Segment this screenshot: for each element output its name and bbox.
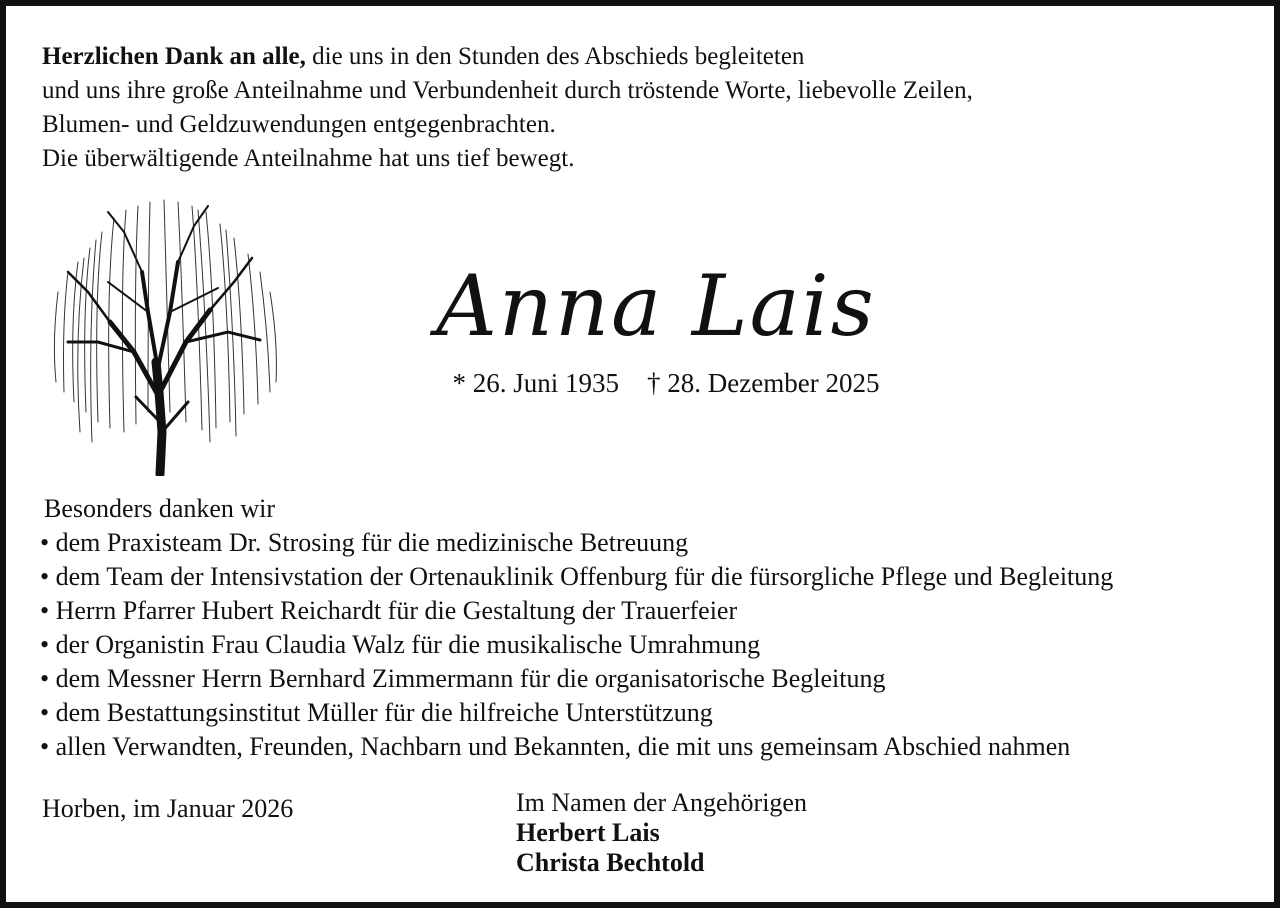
intro-line-4: Die überwältigende Anteilnahme hat uns tief bewegt. bbox=[42, 145, 575, 172]
list-item: • der Organistin Frau Claudia Walz für die musikalische Umrahmung bbox=[40, 628, 1113, 662]
intro-line-1 bbox=[42, 40, 973, 74]
thanks-heading: Besonders danken wir bbox=[44, 494, 276, 523]
weeping-willow-icon bbox=[38, 192, 288, 476]
thanks-list bbox=[40, 526, 1113, 764]
death-date: † 28. Dezember 2025 bbox=[647, 368, 880, 398]
signature-block bbox=[516, 788, 807, 878]
list-item: • dem Team der Intensivstation der Ortenauklinik Offenburg für die fürsorgliche Pflege und Begleitung bbox=[40, 560, 1113, 594]
deceased-name: Anna Lais bbox=[436, 257, 876, 355]
signer-name: Herbert Lais bbox=[516, 818, 660, 847]
list-item: • Herrn Pfarrer Hubert Reichardt für die Gestaltung der Trauerfeier bbox=[40, 594, 1113, 628]
life-dates bbox=[386, 366, 946, 400]
intro-line-3: Blumen- und Geldzuwendungen entgegenbrachten. bbox=[42, 111, 556, 138]
list-item: • dem Bestattungsinstitut Müller für die hilfreiche Unterstützung bbox=[40, 696, 1113, 730]
list-item: • dem Messner Herrn Bernhard Zimmermann für die organisatorische Begleitung bbox=[40, 662, 1113, 696]
on-behalf-text: Im Namen der Angehörigen bbox=[516, 788, 807, 817]
intro-line-1-rest: die uns in den Stunden des Abschieds begleiteten bbox=[305, 43, 805, 70]
signer-name: Christa Bechtold bbox=[516, 848, 705, 877]
intro-line-2: und uns ihre große Anteilnahme und Verbundenheit durch tröstende Worte, liebevolle Zeilen, bbox=[42, 77, 973, 104]
list-item: • allen Verwandten, Freunden, Nachbarn und Bekannten, die mit uns gemeinsam Abschied nahmen bbox=[40, 730, 1113, 764]
intro-text bbox=[42, 40, 973, 176]
place-date: Horben, im Januar 2026 bbox=[42, 794, 294, 823]
birth-date: * 26. Juni 1935 bbox=[452, 368, 620, 398]
list-item: • dem Praxisteam Dr. Strosing für die medizinische Betreuung bbox=[40, 526, 1113, 560]
intro-bold-lead: Herzlichen Dank an alle, bbox=[42, 43, 306, 70]
